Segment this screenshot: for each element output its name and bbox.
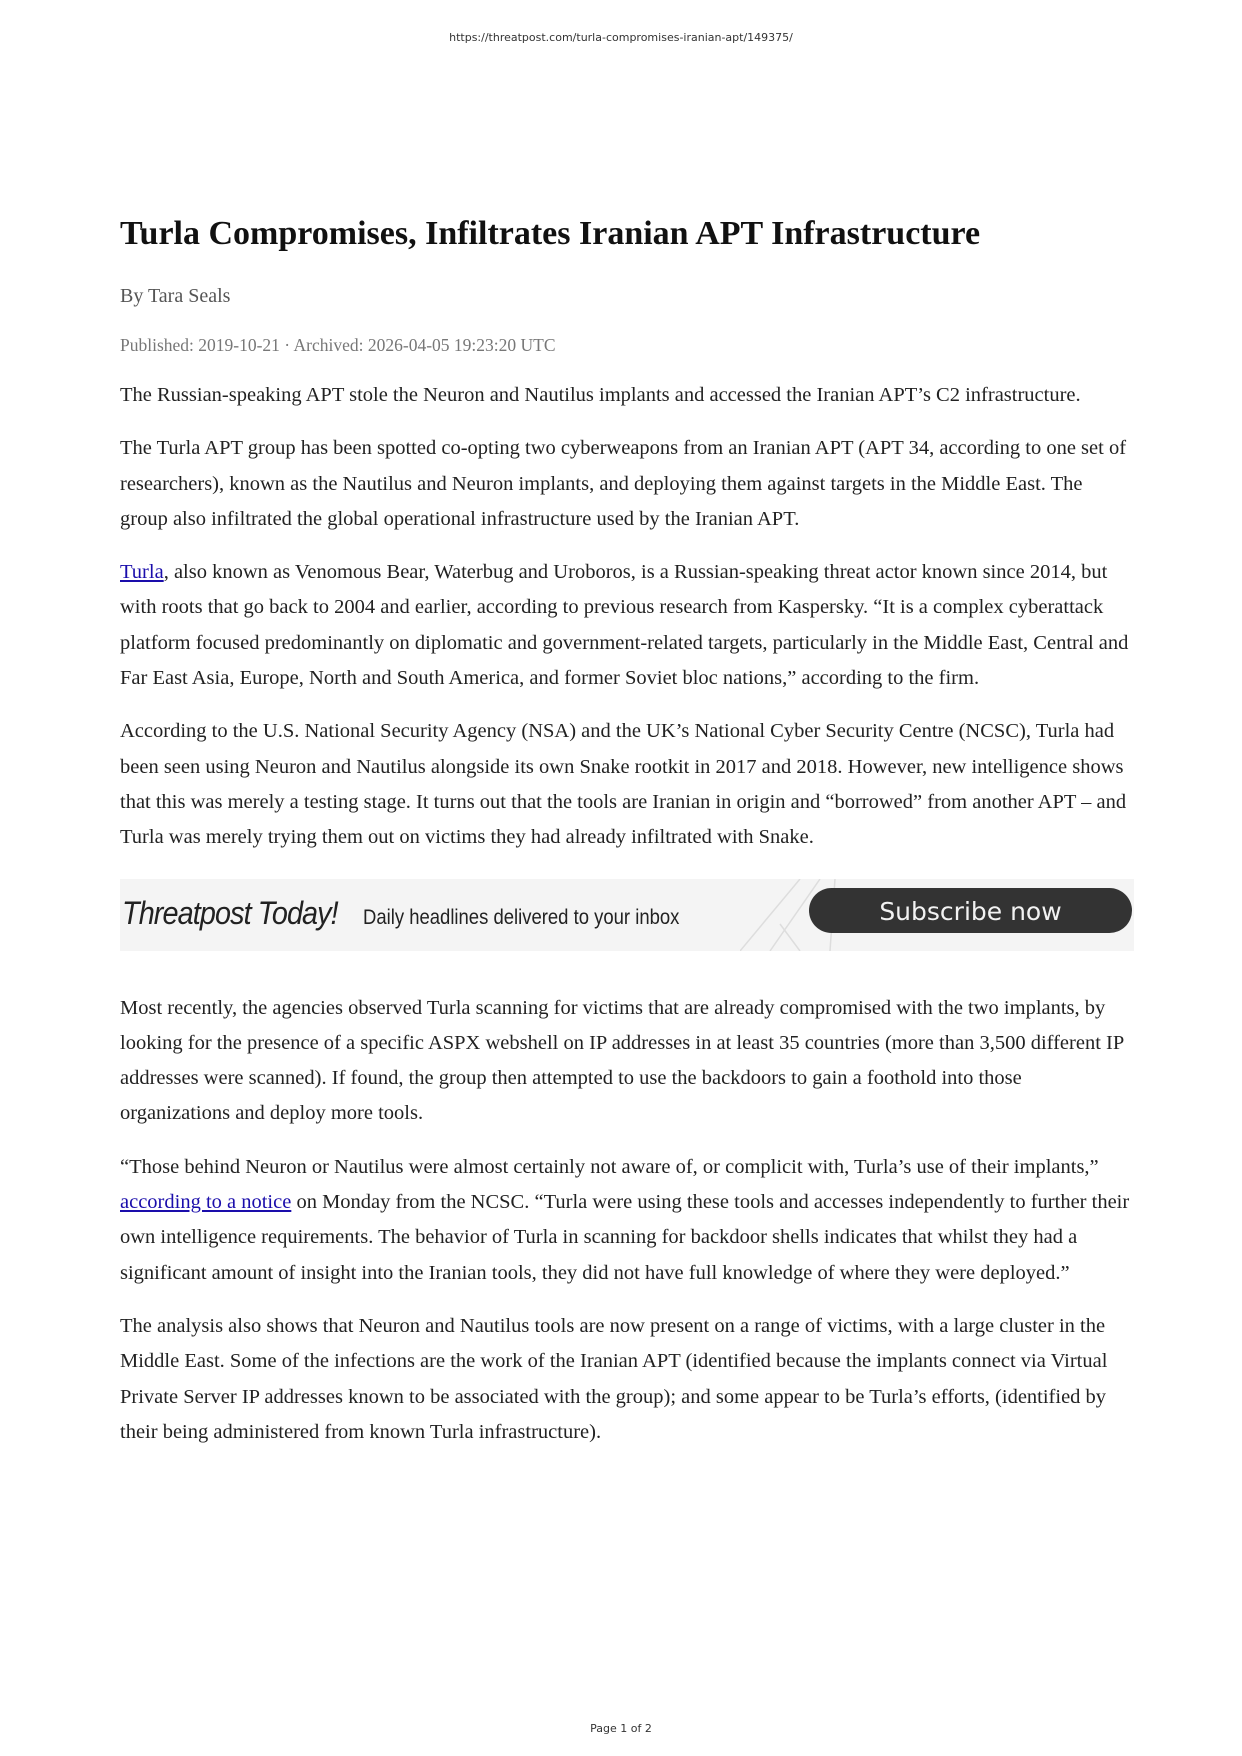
summary-paragraph: The Russian-speaking APT stole the Neuron and Nautilus implants and accessed the Iranian APT’s C2 infrastructure.	[120, 384, 1081, 406]
newsletter-banner[interactable]	[120, 879, 1134, 951]
paragraph: The analysis also shows that Neuron and Nautilus tools are now present on a range of victims, with a large cluster in the Middle East. Some of the infections are the work of the Iranian APT (identified because the implants connect via Virtual Private Server IP addresses known to be associated with the group); and some appear to be Turla’s efforts, (identified by their being administered from known Turla infrastructure).	[120, 1314, 1108, 1443]
paragraph: The Turla APT group has been spotted co-opting two cyberweapons from an Iranian APT (APT 34, according to one set of researchers), known as the Nautilus and Neuron implants, and deploying them against targets in the Middle East. The group also infiltrated the global operational infrastructure used by the Iranian APT.	[120, 437, 1127, 530]
banner-tagline: Daily headlines delivered to your inbox	[363, 905, 680, 929]
paragraph-text: , also known as Venomous Bear, Waterbug and Uroboros, is a Russian-speaking threat actor known since 2014, but with roots that go back to 2004 and earlier, according to previous research from Kaspersky. “It is a complex cyberattack platform focused predominantly on diplomatic and government-related targets, particularly in the Middle East, Central and Far East Asia, Europe, North and South America, and former Soviet bloc nations,” according to the firm.	[120, 561, 1129, 690]
paragraph: According to the U.S. National Security Agency (NSA) and the UK’s National Cyber Security Centre (NCSC), Turla had been seen using Neuron and Nautilus alongside its own Snake rootkit in 2017 and 2018. However, new intelligence shows that this was merely a testing stage. It turns out that the tools are Iranian in origin and “borrowed” from another APT – and Turla was merely trying them out on victims they had already infiltrated with Snake.	[120, 720, 1127, 849]
subscribe-button[interactable]: Subscribe now	[809, 888, 1132, 933]
paragraph-text: “Those behind Neuron or Nautilus were almost certainly not aware of, or complicit with, Turla’s use of their implants,”	[120, 1155, 1099, 1178]
byline: By Tara Seals	[120, 285, 231, 307]
banner-brand: Threatpost Today!	[122, 894, 338, 931]
page-url: https://threatpost.com/turla-compromises-iranian-apt/149375/	[449, 31, 793, 44]
turla-link[interactable]: Turla	[120, 561, 164, 584]
article-title: Turla Compromises, Infiltrates Iranian APT Infrastructure	[120, 215, 981, 252]
paragraph: Most recently, the agencies observed Turla scanning for victims that are already compromised with the two implants, by looking for the presence of a specific ASPX webshell on IP addresses in at least 35 countries (more than 3,500 different IP addresses were scanned). If found, the group then attempted to use the backdoors to gain a foothold into those organizations and deploy more tools.	[120, 996, 1124, 1125]
paragraph-text: on Monday from the NCSC. “Turla were using these tools and accesses independently to further their own intelligence requirements. The behavior of Turla in scanning for backdoor shells indicates that whilst they had a significant amount of insight into the Iranian tools, they did not have full knowledge of where they were deployed.”	[120, 1191, 1130, 1284]
paragraph	[120, 1150, 1134, 1291]
article	[120, 212, 1134, 1450]
paragraph	[120, 555, 1134, 696]
publish-meta: Published: 2019-10-21 · Archived: 2026-04-05 19:23:20 UTC	[120, 335, 556, 355]
ncsc-notice-link[interactable]: according to a notice	[120, 1191, 292, 1214]
page-number: Page 1 of 2	[590, 1722, 652, 1735]
